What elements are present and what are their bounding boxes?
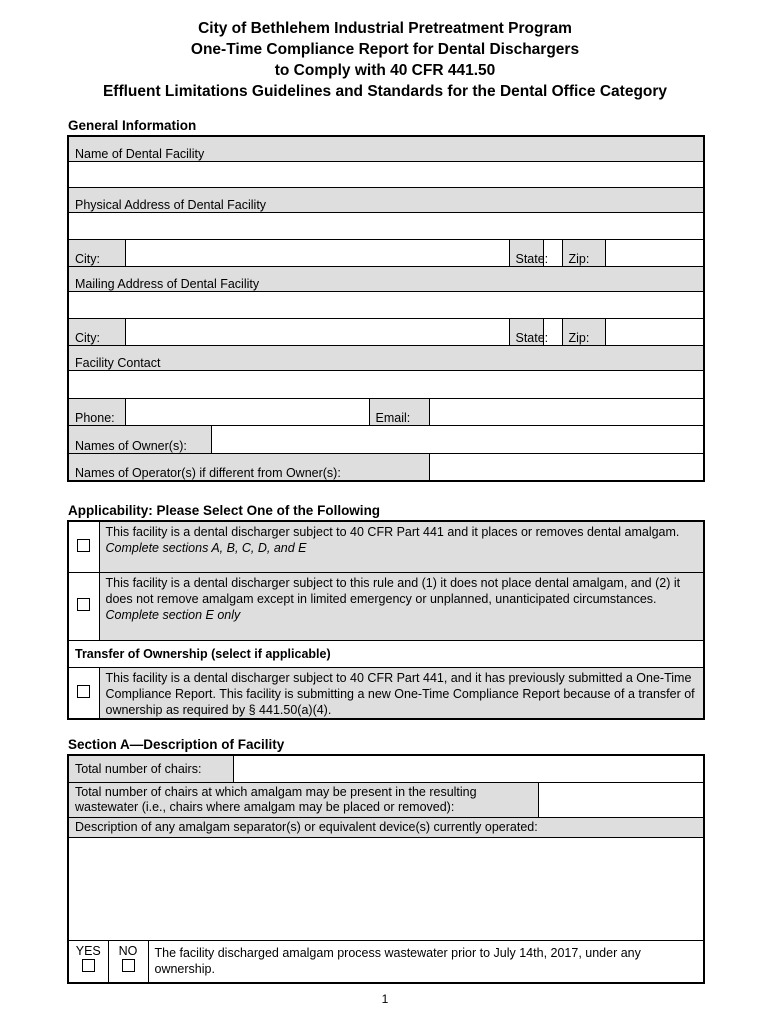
phone-field[interactable] (125, 398, 369, 425)
general-information-table (67, 135, 705, 482)
option-2-checkbox[interactable] (77, 598, 90, 611)
owners-label: Names of Owner(s): (68, 425, 211, 453)
no-label: NO (118, 943, 138, 958)
option-2-description (99, 572, 704, 640)
mailing-city-label: City: (68, 318, 125, 345)
physical-city-label: City: (68, 239, 125, 266)
title-line-1: City of Bethlehem Industrial Pretreatment Program (198, 20, 572, 37)
option-1-description (99, 521, 704, 572)
mailing-city-field[interactable] (125, 318, 509, 345)
physical-state-label: State: (509, 239, 543, 266)
title-line-2: One-Time Compliance Report for Dental Dischargers (190, 41, 580, 58)
transfer-checkbox[interactable] (77, 685, 90, 698)
applicability-table (67, 520, 705, 720)
amalgam-chairs-label: Total number of chairs at which amalgam may be present in the resulting wastewater (i.e., chairs where amalgam may be placed or removed): (68, 782, 538, 817)
facility-name-label: Name of Dental Facility (68, 136, 704, 161)
discharge-question: The facility discharged amalgam process wastewater prior to July 14th, 2017, under any ownership. (148, 940, 704, 983)
operators-field[interactable] (429, 453, 704, 481)
option-2-note: Complete section E only (105, 607, 241, 622)
yes-label: YES (75, 943, 101, 958)
physical-city-field[interactable] (125, 239, 509, 266)
option-1-checkbox-cell (68, 521, 99, 572)
facility-name-field[interactable] (68, 161, 704, 187)
physical-address-field[interactable] (68, 212, 704, 239)
document-title (0, 18, 770, 102)
section-a-table (67, 754, 705, 984)
owners-field[interactable] (211, 425, 704, 453)
facility-contact-label: Facility Contact (68, 345, 704, 370)
option-1-text: This facility is a dental discharger subject to 40 CFR Part 441 and it places or removes dental amalgam. (105, 525, 680, 539)
page-number: 1 (381, 992, 389, 1006)
transfer-checkbox-cell (68, 667, 99, 719)
general-information-heading: General Information (68, 118, 197, 133)
mailing-address-field[interactable] (68, 291, 704, 318)
option-1-note: Complete sections A, B, C, D, and E (105, 541, 307, 555)
physical-zip-label: Zip: (562, 239, 605, 266)
separator-description-label: Description of any amalgam separator(s) or equivalent device(s) currently operated: (68, 817, 704, 837)
no-checkbox[interactable] (122, 959, 135, 972)
physical-zip-field[interactable] (605, 239, 704, 266)
separator-description-field[interactable] (68, 837, 704, 940)
option-2-text: This facility is a dental discharger subject to this rule and (1) it does not place dental amalgam, and (2) it does not remove amalgam except in limited emergency or unplanned, unanticipated circumstances. (105, 575, 681, 606)
total-chairs-label: Total number of chairs: (68, 755, 233, 782)
phone-label: Phone: (68, 398, 125, 425)
title-line-4: Effluent Limitations Guidelines and Standards for the Dental Office Category (102, 83, 668, 100)
mailing-zip-label: Zip: (562, 318, 605, 345)
option-1-checkbox[interactable] (77, 539, 90, 552)
title-line-3: to Comply with 40 CFR 441.50 (274, 62, 496, 79)
email-label: Email: (369, 398, 429, 425)
mailing-address-label: Mailing Address of Dental Facility (68, 266, 704, 291)
no-cell (108, 940, 148, 983)
mailing-zip-field[interactable] (605, 318, 704, 345)
total-chairs-field[interactable] (233, 755, 704, 782)
facility-contact-field[interactable] (68, 370, 704, 398)
operators-label: Names of Operator(s) if different from Owner(s): (68, 453, 429, 481)
section-a-heading: Section A—Description of Facility (68, 737, 285, 752)
email-field[interactable] (429, 398, 704, 425)
option-2-checkbox-cell (68, 572, 99, 640)
physical-address-label: Physical Address of Dental Facility (68, 187, 704, 212)
transfer-description: This facility is a dental discharger subject to 40 CFR Part 441, and it has previously submitted a One-Time Compliance Report. This facility is submitting a new One-Time Compliance Report because of a transfer of ownership as required by § 441.50(a)(4). (99, 667, 704, 719)
yes-cell (68, 940, 108, 983)
amalgam-chairs-field[interactable] (538, 782, 704, 817)
applicability-heading: Applicability: Please Select One of the Following (68, 503, 381, 518)
mailing-state-label: State: (509, 318, 543, 345)
transfer-heading: Transfer of Ownership (select if applicable) (68, 640, 704, 667)
yes-checkbox[interactable] (82, 959, 95, 972)
